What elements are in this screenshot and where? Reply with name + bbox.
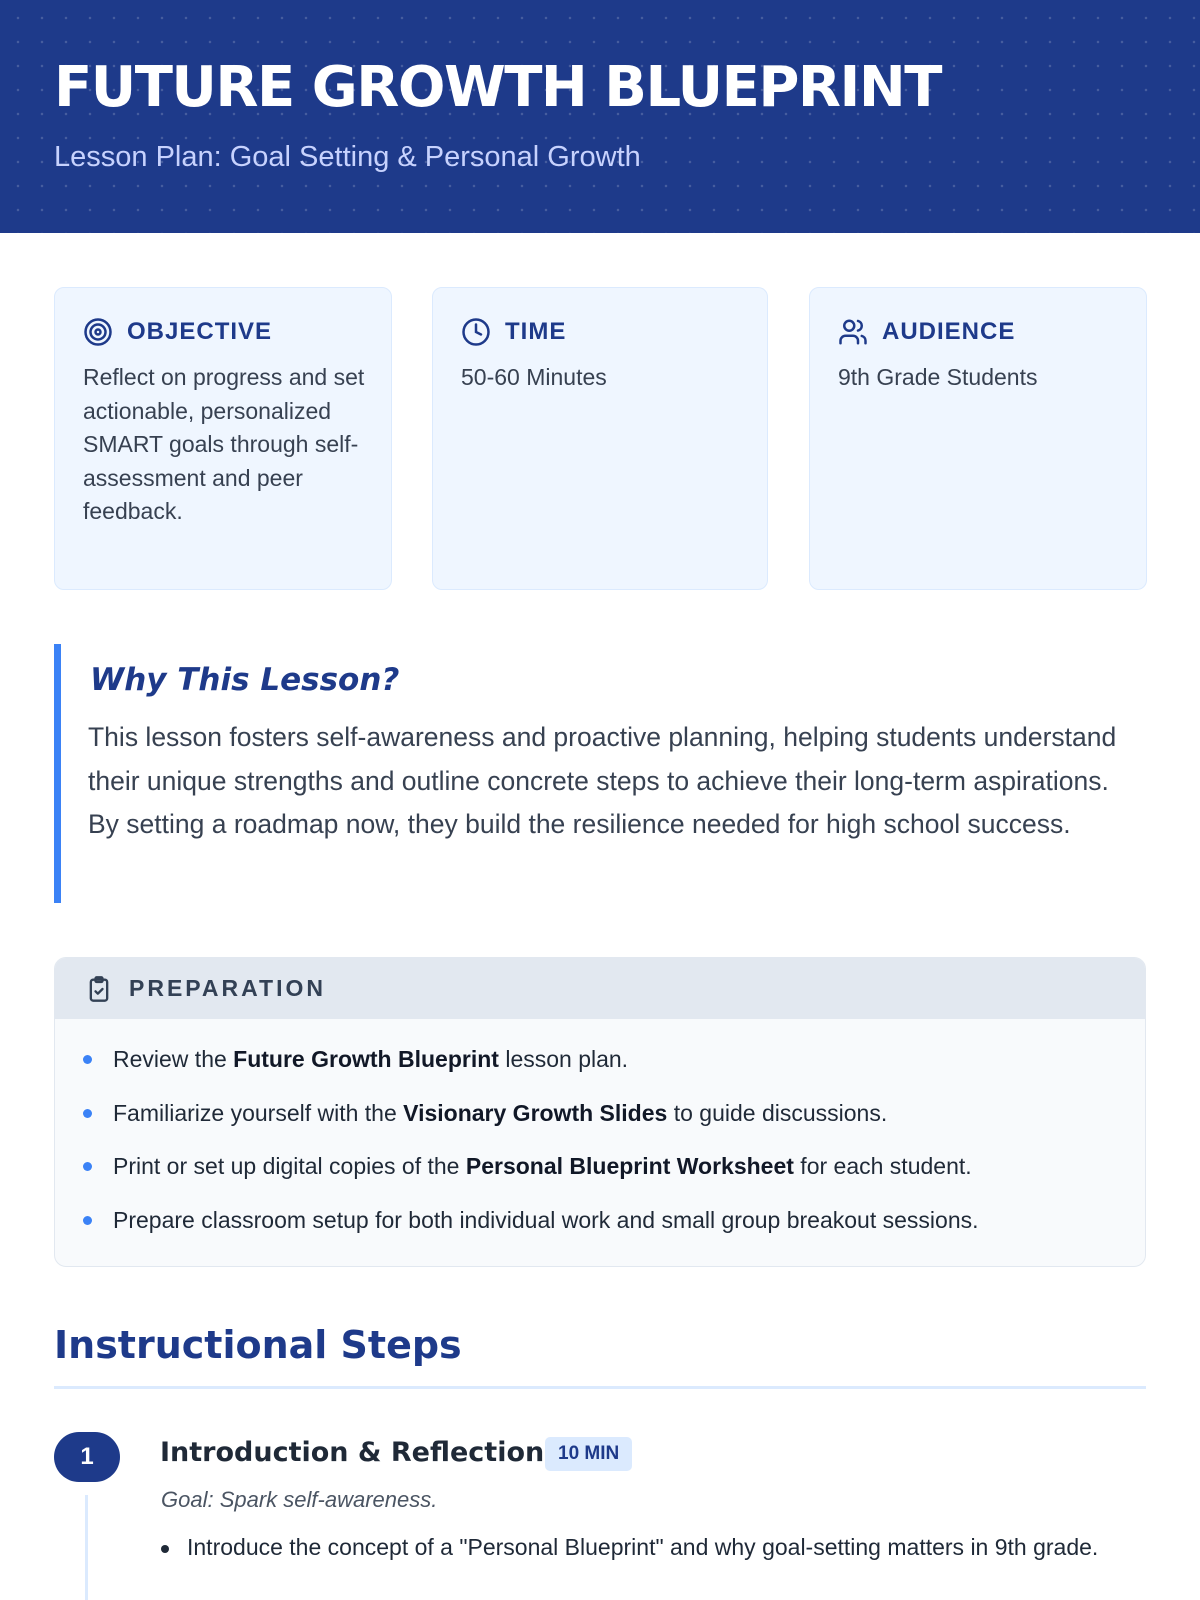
time-text: 50-60 Minutes bbox=[461, 364, 607, 390]
step-title: Introduction & Reflection bbox=[160, 1437, 545, 1468]
list-item: Print or set up digital copies of the Personal Blueprint Worksheet for each student. bbox=[55, 1149, 1145, 1203]
time-label: TIME bbox=[505, 318, 567, 345]
page-subtitle: Lesson Plan: Goal Setting & Personal Growth bbox=[54, 141, 641, 173]
clipboard-check-icon bbox=[85, 974, 113, 1004]
step-bullet-list bbox=[160, 1531, 1120, 1565]
list-item: Review the Future Growth Blueprint lesson plan. bbox=[55, 1042, 1145, 1096]
audience-label: AUDIENCE bbox=[882, 318, 1016, 345]
why-section bbox=[54, 644, 1146, 903]
objective-card bbox=[54, 287, 392, 590]
users-icon bbox=[838, 317, 868, 347]
list-item: Introduce the concept of a "Personal Blueprint" and why goal-setting matters in 9th grade. bbox=[160, 1531, 1120, 1565]
why-title: Why This Lesson? bbox=[90, 662, 400, 698]
why-body: This lesson fosters self-awareness and proactive planning, helping students understand their unique strengths and outline concrete steps to achieve their long-term aspirations. By setting a roadmap now, they build the resilience needed for high school success. bbox=[88, 722, 1117, 839]
bullet-dot bbox=[83, 1109, 92, 1118]
objective-label: OBJECTIVE bbox=[127, 318, 273, 345]
header-banner bbox=[0, 0, 1200, 233]
bullet-dot bbox=[83, 1055, 92, 1064]
steps-heading: Instructional Steps bbox=[54, 1323, 462, 1367]
audience-text: 9th Grade Students bbox=[838, 364, 1038, 390]
preparation-list bbox=[55, 1042, 1145, 1256]
clock-icon bbox=[461, 317, 491, 347]
list-item: Familiarize yourself with the Visionary Growth Slides to guide discussions. bbox=[55, 1096, 1145, 1150]
audience-card bbox=[809, 287, 1147, 590]
bullet-dot bbox=[83, 1216, 92, 1225]
divider bbox=[54, 1386, 1146, 1389]
step-goal: Goal: Spark self-awareness. bbox=[161, 1487, 438, 1512]
time-card bbox=[432, 287, 768, 590]
preparation-header bbox=[55, 958, 1145, 1019]
preparation-panel bbox=[54, 957, 1146, 1267]
preparation-title: PREPARATION bbox=[129, 975, 326, 1001]
page-title: FUTURE GROWTH BLUEPRINT bbox=[54, 55, 941, 120]
bullet-dot bbox=[83, 1162, 92, 1171]
step-timeline-line bbox=[85, 1495, 88, 1600]
list-item: Prepare classroom setup for both individual work and small group breakout sessions. bbox=[55, 1203, 1145, 1257]
target-icon bbox=[83, 317, 113, 347]
objective-text: Reflect on progress and set actionable, personalized SMART goals through self-assessment and peer feedback. bbox=[83, 364, 365, 524]
duration-badge: 10 MIN bbox=[545, 1437, 632, 1471]
bullet-dot bbox=[161, 1545, 169, 1553]
step-number-badge: 1 bbox=[54, 1432, 120, 1482]
